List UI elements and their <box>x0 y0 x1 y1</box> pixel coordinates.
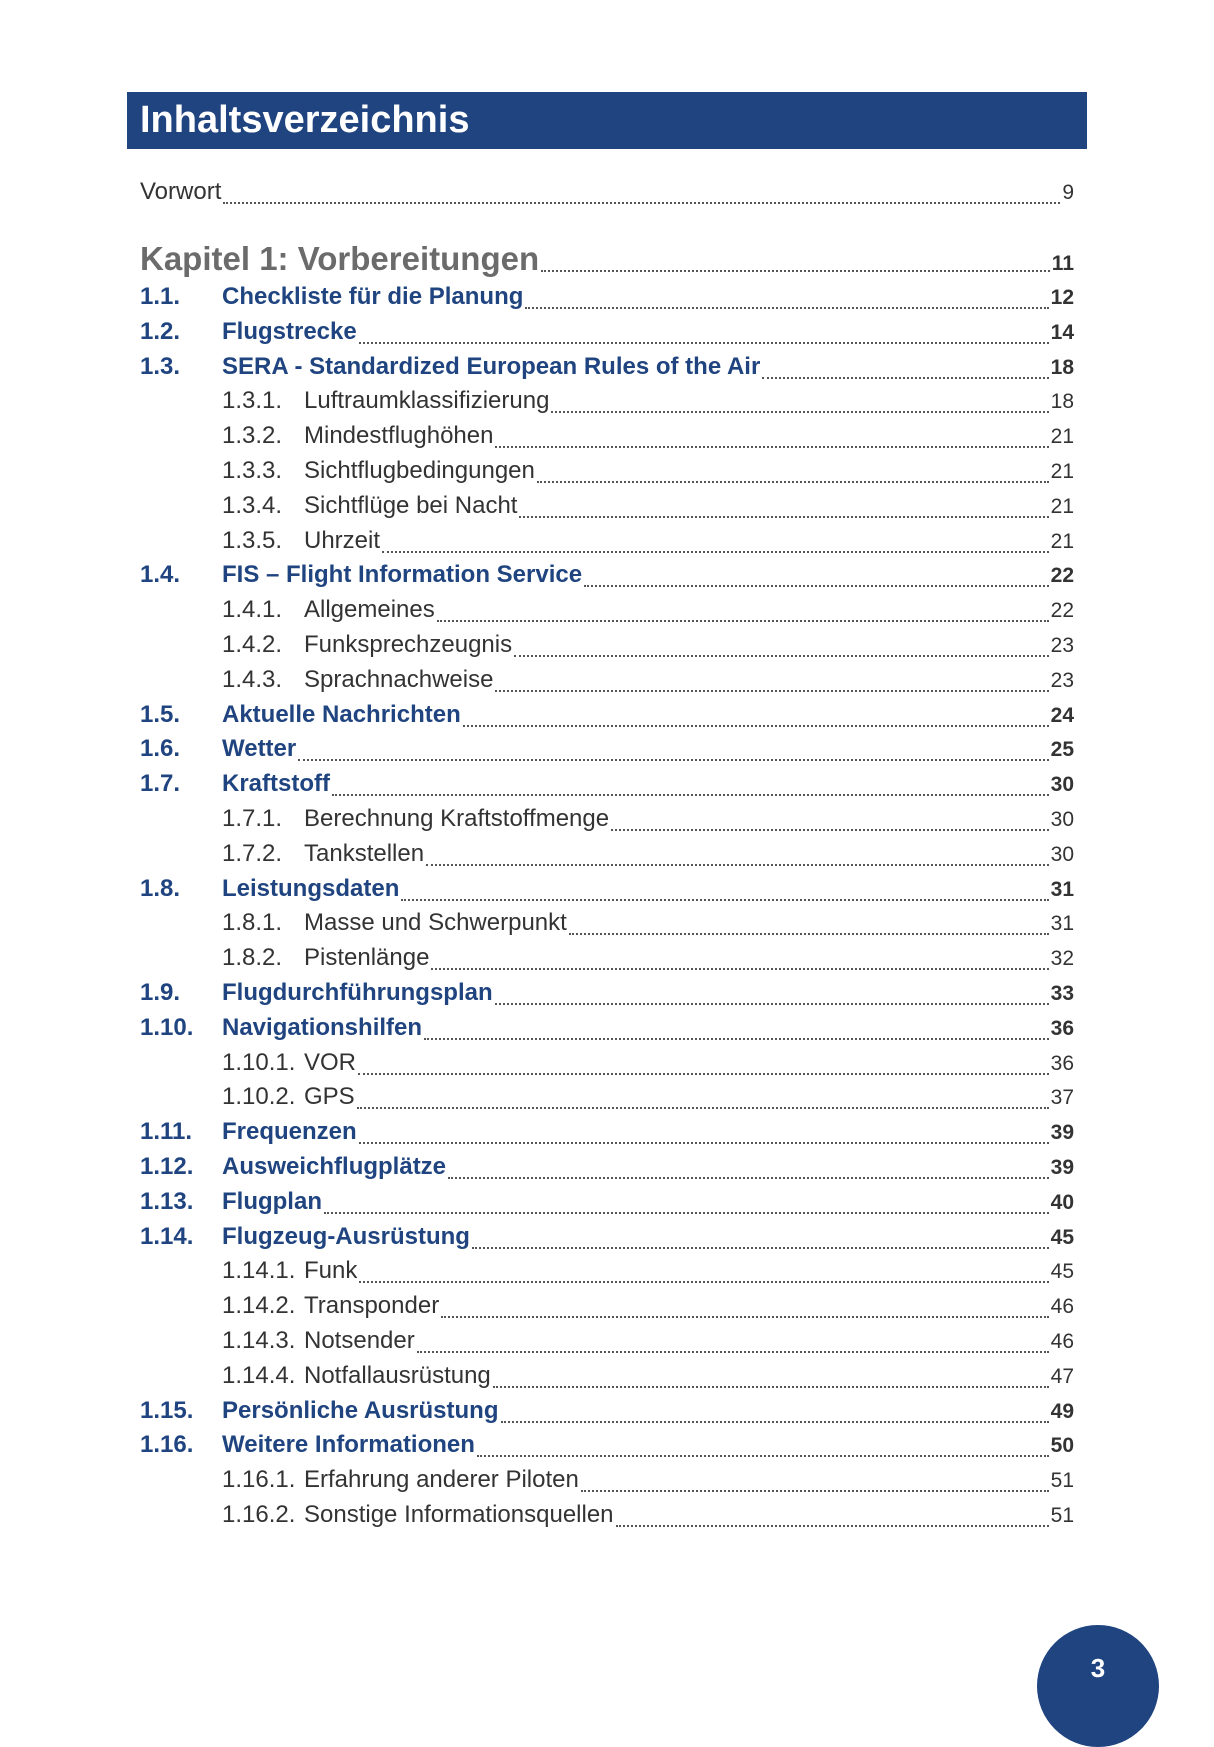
dot-leader <box>501 1397 1049 1429</box>
toc-section-row[interactable] <box>140 1118 1074 1150</box>
dot-leader <box>431 944 1048 976</box>
dot-leader <box>463 701 1049 733</box>
toc-entry-number: 1.14.4. <box>222 1361 296 1389</box>
toc-entry-page: 22 <box>1050 564 1074 588</box>
toc-entry-label: Mindestflughöhen <box>304 422 494 450</box>
dot-leader <box>298 735 1048 767</box>
dot-leader <box>332 770 1049 802</box>
toc-entry-label: Tankstellen <box>304 839 425 867</box>
toc-entry-page: 23 <box>1050 668 1074 692</box>
toc-entry-number: 1.10.1. <box>222 1048 296 1076</box>
toc-entry-label: Weitere Informationen <box>222 1431 475 1459</box>
toc-entry-number: 1.7. <box>140 770 181 798</box>
toc-entry-page: 39 <box>1050 1121 1074 1145</box>
toc-entry-number: 1.2. <box>140 317 181 345</box>
toc-entry-number: 1.5. <box>140 700 181 728</box>
toc-section-row[interactable] <box>140 979 1074 1011</box>
dot-leader <box>437 596 1049 628</box>
toc-entry-label: Flugplan <box>222 1187 322 1215</box>
toc-section-row[interactable] <box>140 561 1074 593</box>
dot-leader <box>537 457 1049 489</box>
toc-subsection-row[interactable] <box>140 422 1074 454</box>
toc-entry-page: 21 <box>1050 425 1074 449</box>
toc-subsection-row[interactable] <box>140 457 1074 489</box>
toc-section-row[interactable] <box>140 701 1074 733</box>
toc-entry-number: 1.3.3. <box>222 457 283 484</box>
toc-entry-label: GPS <box>304 1083 355 1111</box>
dot-leader <box>493 1362 1049 1394</box>
toc-subsection-row[interactable] <box>140 909 1074 941</box>
toc-entry-page: 30 <box>1050 842 1074 866</box>
toc-entry-page: 51 <box>1050 1504 1074 1527</box>
toc-entry-label: Checkliste für die Planung <box>222 283 524 310</box>
toc-section-row[interactable] <box>140 1431 1074 1463</box>
toc-entry-number: 1.6. <box>140 735 181 763</box>
dot-leader <box>472 1223 1049 1255</box>
toc-entry-number: 1.4.3. <box>222 665 283 693</box>
toc-entry-label: Sichtflugbedingungen <box>304 457 535 484</box>
table-of-contents <box>140 0 1074 1722</box>
toc-section-row[interactable] <box>140 735 1074 767</box>
dot-leader <box>359 1257 1048 1289</box>
dot-leader <box>514 631 1049 663</box>
toc-entry-label: Funk <box>304 1257 358 1285</box>
toc-entry-number: 1.7.1. <box>222 805 283 832</box>
toc-entry-number: 1.16.2. <box>222 1501 296 1528</box>
toc-section-row[interactable] <box>140 1014 1074 1046</box>
toc-entry-page: 21 <box>1050 460 1074 483</box>
toc-entry-label: Flugstrecke <box>222 317 357 345</box>
toc-entry-label: Luftraumklassifizierung <box>304 387 550 415</box>
toc-entry-label: Aktuelle Nachrichten <box>222 700 461 728</box>
toc-entry-page: 21 <box>1050 529 1074 553</box>
toc-entry-page: 49 <box>1050 1399 1074 1423</box>
dot-leader <box>477 1431 1049 1463</box>
toc-entry-page: 30 <box>1050 808 1074 831</box>
toc-entry-page: 45 <box>1050 1260 1074 1284</box>
toc-entry-number: 1.9. <box>140 979 181 1006</box>
dot-leader <box>541 240 1050 280</box>
toc-entry-label: Notsender <box>304 1327 415 1354</box>
toc-entry-label: FIS – Flight Information Service <box>222 561 583 589</box>
toc-section-row[interactable] <box>140 875 1074 907</box>
dot-leader <box>611 805 1049 837</box>
dot-leader <box>324 1188 1049 1220</box>
dot-leader <box>401 875 1048 907</box>
toc-entry-number: 1.4.1. <box>222 596 283 624</box>
page-title: Inhaltsverzeichnis <box>140 99 470 141</box>
toc-chapter-page: 11 <box>1051 252 1074 275</box>
toc-entry-label: Kraftstoff <box>222 770 330 798</box>
toc-section-row[interactable] <box>140 1397 1074 1429</box>
dot-leader <box>581 1466 1049 1498</box>
toc-section-row[interactable] <box>140 283 1074 315</box>
page-number: 3 <box>1090 1653 1106 1683</box>
toc-preface-page: 9 <box>1062 181 1074 204</box>
toc-subsection-row[interactable] <box>140 631 1074 663</box>
toc-subsection-row[interactable] <box>140 805 1074 837</box>
toc-subsection-row[interactable] <box>140 527 1074 559</box>
toc-entry-label: Allgemeines <box>304 596 435 624</box>
toc-entry-number: 1.7.2. <box>222 839 283 867</box>
toc-entry-label: SERA - Standardized European Rules of the Air <box>222 352 761 380</box>
toc-entry-number: 1.8.1. <box>222 909 283 937</box>
toc-entry-page: 31 <box>1050 877 1074 901</box>
dot-leader <box>417 1327 1049 1359</box>
dot-leader <box>762 353 1048 385</box>
toc-entry-label: Funksprechzeugnis <box>304 631 513 658</box>
toc-preface-label: Vorwort <box>140 178 222 205</box>
dot-leader <box>358 1049 1049 1081</box>
toc-entry-number: 1.3.4. <box>222 491 283 519</box>
toc-entry-label: Erfahrung anderer Piloten <box>304 1466 579 1494</box>
dot-leader <box>448 1153 1049 1185</box>
toc-entry-label: Sprachnachweise <box>304 665 494 693</box>
toc-subsection-row[interactable] <box>140 944 1074 976</box>
toc-entry-label: Masse und Schwerpunkt <box>304 909 567 937</box>
toc-entry-page: 24 <box>1050 703 1074 727</box>
toc-entry-page: 31 <box>1050 912 1074 936</box>
toc-entry-label: Flugdurchführungsplan <box>222 979 493 1006</box>
toc-chapter[interactable] <box>140 240 1074 280</box>
toc-section-row[interactable] <box>140 353 1074 385</box>
dot-leader <box>359 1118 1049 1150</box>
toc-entry-label: Berechnung Kraftstoffmenge <box>304 805 610 832</box>
toc-entry-page: 40 <box>1050 1190 1074 1214</box>
dot-leader <box>525 283 1048 315</box>
toc-entry-page: 33 <box>1050 982 1074 1005</box>
dot-leader <box>382 527 1049 559</box>
toc-entry-page: 37 <box>1050 1086 1074 1110</box>
toc-section-row[interactable] <box>140 770 1074 802</box>
dot-leader <box>495 422 1048 454</box>
toc-entry-number: 1.14.2. <box>222 1292 296 1320</box>
toc-entry-number: 1.4.2. <box>222 631 283 658</box>
toc-entry-number: 1.10. <box>140 1013 194 1041</box>
toc-subsection-row[interactable] <box>140 1327 1074 1359</box>
toc-subsection-row[interactable] <box>140 492 1074 524</box>
dot-leader <box>519 492 1048 524</box>
toc-subsection-row[interactable] <box>140 840 1074 872</box>
toc-entry-number: 1.14.3. <box>222 1327 296 1354</box>
toc-subsection-row[interactable] <box>140 1292 1074 1324</box>
toc-entry-number: 1.16.1. <box>222 1466 296 1494</box>
toc-entry-number: 1.10.2. <box>222 1083 296 1111</box>
toc-entry-number: 1.14. <box>140 1222 194 1250</box>
toc-subsection-row[interactable] <box>140 1362 1074 1394</box>
toc-chapter-label: Kapitel 1: Vorbereitungen <box>140 240 540 277</box>
toc-entry-label: Notfallausrüstung <box>304 1361 491 1389</box>
toc-entry-page: 25 <box>1050 738 1074 762</box>
dot-leader <box>616 1501 1049 1533</box>
toc-entry-page: 32 <box>1050 947 1074 971</box>
toc-entry-label: Frequenzen <box>222 1118 357 1146</box>
toc-entry-number: 1.8. <box>140 874 181 902</box>
toc-entry-number: 1.16. <box>140 1431 194 1459</box>
toc-entry-page: 12 <box>1050 286 1074 309</box>
dot-leader <box>495 666 1048 698</box>
toc-entry-page: 51 <box>1050 1469 1074 1493</box>
toc-entry-number: 1.3.2. <box>222 422 283 450</box>
toc-entry-page: 30 <box>1050 773 1074 797</box>
toc-entry-number: 1.14.1. <box>222 1257 296 1285</box>
toc-entry-page: 46 <box>1050 1295 1074 1319</box>
toc-entry-label: Navigationshilfen <box>222 1013 423 1041</box>
toc-subsection-row[interactable] <box>140 1257 1074 1289</box>
toc-subsection-row[interactable] <box>140 1501 1074 1533</box>
toc-entry-page: 22 <box>1050 599 1074 623</box>
toc-entry-label: Persönliche Ausrüstung <box>222 1396 499 1424</box>
toc-subsection-row[interactable] <box>140 1083 1074 1115</box>
toc-subsection-row[interactable] <box>140 387 1074 419</box>
toc-entry-number: 1.3.5. <box>222 526 283 554</box>
toc-entry-label: Leistungsdaten <box>222 874 400 902</box>
toc-entry-number: 1.13. <box>140 1187 194 1215</box>
toc-entry-page: 36 <box>1050 1016 1074 1040</box>
toc-entry-label: Ausweichflugplätze <box>222 1153 447 1180</box>
toc-entry-number: 1.4. <box>140 561 181 589</box>
toc-entry-page: 46 <box>1050 1330 1074 1353</box>
toc-entry-number: 1.12. <box>140 1153 194 1180</box>
toc-entry-page: 50 <box>1050 1434 1074 1458</box>
toc-entry-label: Flugzeug-Ausrüstung <box>222 1222 470 1250</box>
toc-section-row[interactable] <box>140 1153 1074 1185</box>
toc-preface[interactable] <box>140 178 1074 210</box>
toc-entry-number: 1.15. <box>140 1396 194 1424</box>
toc-entry-page: 45 <box>1050 1225 1074 1249</box>
dot-leader <box>569 909 1049 941</box>
dot-leader <box>495 979 1049 1011</box>
dot-leader <box>359 318 1049 350</box>
dot-leader <box>551 387 1048 419</box>
toc-entry-number: 1.8.2. <box>222 944 283 972</box>
toc-entry-label: Sonstige Informationsquellen <box>304 1501 614 1528</box>
dot-leader <box>223 178 1060 210</box>
toc-entry-page: 18 <box>1050 390 1074 414</box>
toc-entry-page: 18 <box>1050 355 1074 379</box>
toc-entry-label: Wetter <box>222 735 297 763</box>
dot-leader <box>441 1292 1048 1324</box>
toc-entry-number: 1.1. <box>140 283 181 310</box>
toc-subsection-row[interactable] <box>140 596 1074 628</box>
toc-entry-number: 1.3.1. <box>222 387 283 415</box>
toc-entry-label: Uhrzeit <box>304 526 381 554</box>
toc-entry-label: Transponder <box>304 1292 440 1320</box>
toc-entry-page: 36 <box>1050 1051 1074 1075</box>
toc-entry-label: Sichtflüge bei Nacht <box>304 491 518 519</box>
toc-entry-label: VOR <box>304 1048 357 1076</box>
dot-leader <box>584 561 1049 593</box>
toc-section-row[interactable] <box>140 1223 1074 1255</box>
dot-leader <box>357 1083 1049 1115</box>
dot-leader <box>424 1014 1049 1046</box>
toc-entry-label: Pistenlänge <box>304 944 430 972</box>
toc-subsection-row[interactable] <box>140 1466 1074 1498</box>
toc-section-row[interactable] <box>140 1188 1074 1220</box>
toc-entry-page: 14 <box>1050 320 1074 344</box>
page-number-badge <box>1037 1625 1159 1747</box>
toc-section-row[interactable] <box>140 318 1074 350</box>
toc-entry-page: 47 <box>1050 1364 1074 1388</box>
toc-entry-page: 21 <box>1050 494 1074 518</box>
toc-subsection-row[interactable] <box>140 666 1074 698</box>
toc-entry-number: 1.3. <box>140 352 181 380</box>
toc-subsection-row[interactable] <box>140 1049 1074 1081</box>
toc-entry-page: 39 <box>1050 1156 1074 1179</box>
toc-entry-page: 23 <box>1050 634 1074 657</box>
toc-entry-number: 1.11. <box>140 1118 193 1146</box>
dot-leader <box>426 840 1049 872</box>
